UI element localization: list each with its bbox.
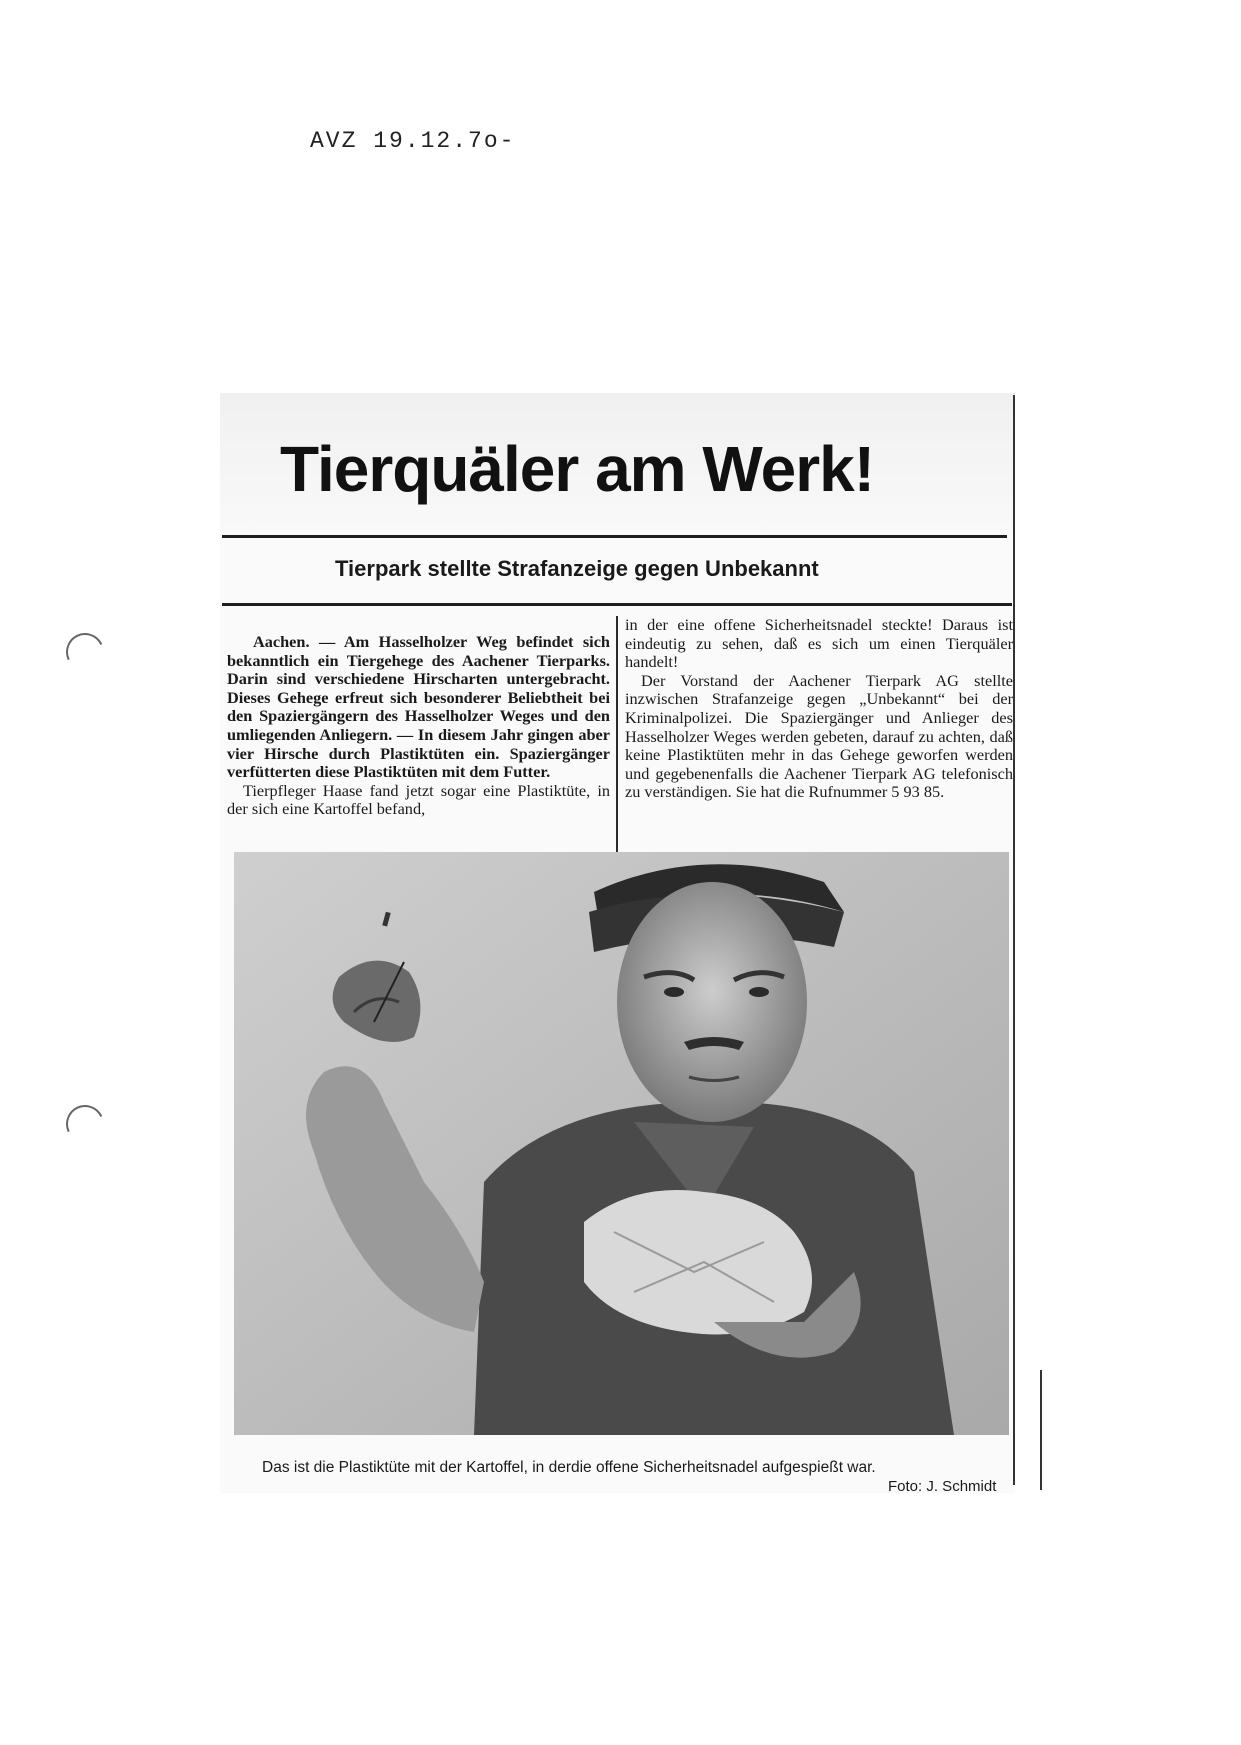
subheadline: Tierpark stellte Strafanzeige gegen Unbekannt — [335, 556, 819, 581]
photo-credit: Foto: J. Schmidt — [888, 1478, 997, 1495]
clipping-edge-line — [1013, 395, 1015, 1485]
article-column-2 — [625, 616, 1013, 802]
article-paragraph-4: Der Vorstand der Aachener Tierpark AG stellte inzwischen Strafanzeige gegen „Unbekannt“ bei der Kriminalpolizei. Die Spaziergänger und Anlieger des Hasselholzer Weges werden gebeten, darauf zu achten, daß keine Plastiktüten mehr in das Gehege geworfen werden und gegebenenfalls die Aachener Tierpark AG telefonisch zu verständigen. Sie hat die Rufnummer 5 93 85. — [625, 670, 1013, 802]
article-column-1 — [227, 633, 610, 819]
article-paragraph-3: in der eine offene Sicherheitsnadel steckte! Daraus ist eindeutig zu sehen, daß es sich um einen Tierquäler handelt! — [625, 615, 1013, 672]
punch-hole-mark-bottom — [61, 1100, 110, 1149]
article-lead: Aachen. — Am Hasselholzer Weg befindet sich bekanntlich ein Tiergehege des Aachener Tierparks. Darin sind verschiedene Hirscharten untergebracht. Dieses Gehege erfreut sich besonderer Beliebtheit bei den Spaziergängern des Hasselholzer Weges und den umliegenden Anliegern. — In diesem Jahr gingen aber vier Hirsche durch Plastiktüten ein. Spaziergänger verfütterten diese Plastiktüten mit dem Futter. — [227, 632, 610, 782]
news-photo — [234, 852, 1009, 1435]
headline: Tierquäler am Werk! — [280, 433, 874, 505]
photo-caption: Das ist die Plastiktüte mit der Kartoffel, in derdie offene Sicherheitsnadel aufgespießt war. — [262, 1459, 876, 1476]
punch-hole-mark-top — [61, 628, 110, 677]
rule-top — [222, 535, 1007, 538]
archive-stamp: AVZ 19.12.7o- — [310, 128, 516, 154]
article-paragraph-2: Tierpfleger Haase fand jetzt sogar eine Plastiktüte, in der sich eine Kartoffel befand, — [227, 780, 610, 819]
photo-zookeeper-with-bag — [234, 852, 1009, 1435]
clipping-edge-line-lower — [1040, 1370, 1042, 1490]
column-separator — [616, 616, 618, 856]
rule-bottom — [222, 603, 1012, 606]
